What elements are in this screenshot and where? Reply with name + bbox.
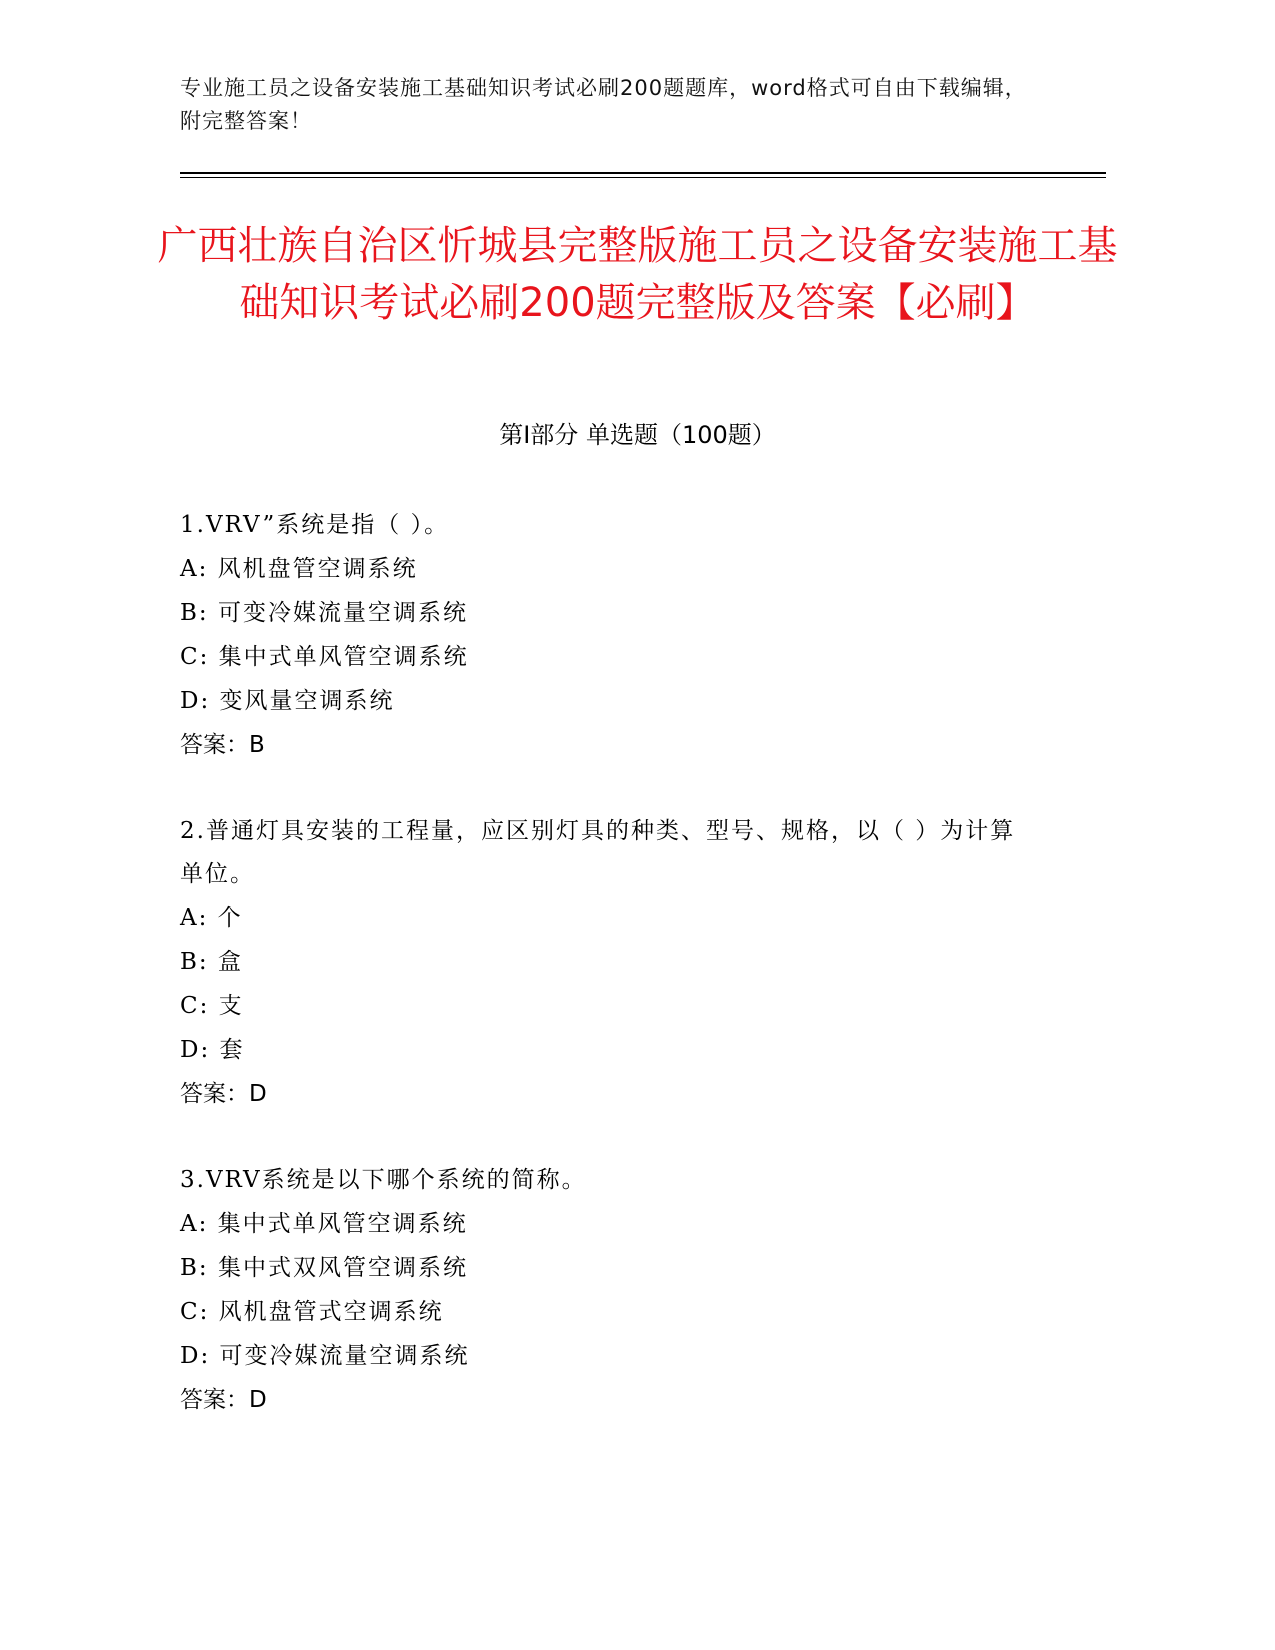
header-rule-thin: [180, 177, 1106, 178]
answer: 答案：B: [180, 732, 265, 758]
answer: 答案：D: [180, 1081, 267, 1107]
option-b: B: 可变冷媒流量空调系统: [180, 600, 468, 626]
document-title: 广西壮族自治区忻城县完整版施工员之设备安装施工基础知识考试必刷200题完整版及答案【必刷】: [157, 223, 1118, 326]
header-rule-thick: [180, 172, 1106, 174]
question-stem: 2.普通灯具安装的工程量，应区别灯具的种类、型号、规格，以（ ）为计算单位。: [180, 818, 1016, 887]
question-1: [180, 504, 1060, 767]
option-a: A: 风机盘管空调系统: [180, 556, 418, 582]
section-heading: 第I部分 单选题（100题）: [499, 421, 776, 449]
option-c: C: 风机盘管式空调系统: [180, 1299, 444, 1325]
option-b: B: 集中式双风管空调系统: [180, 1255, 468, 1281]
option-a: A: 集中式单风管空调系统: [180, 1211, 468, 1237]
question-stem: 3.VRV系统是以下哪个系统的简称。: [180, 1167, 587, 1193]
option-b: B: 盒: [180, 949, 243, 975]
question-stem: 1.VRV”系统是指（ ）。: [180, 512, 450, 538]
option-c: C: 集中式单风管空调系统: [180, 644, 469, 670]
option-d: D: 可变冷媒流量空调系统: [180, 1343, 470, 1369]
option-d: D: 套: [180, 1037, 245, 1063]
option-a: A: 个: [180, 905, 243, 931]
answer: 答案：D: [180, 1387, 267, 1413]
question-list: [180, 504, 1060, 1465]
option-c: C: 支: [180, 993, 244, 1019]
header-note: 专业施工员之设备安装施工基础知识考试必刷200题题库，word格式可自由下载编辑，附完整答案！: [180, 76, 1027, 133]
question-3: [180, 1159, 1060, 1422]
option-d: D: 变风量空调系统: [180, 688, 395, 714]
question-2: [180, 810, 1060, 1116]
